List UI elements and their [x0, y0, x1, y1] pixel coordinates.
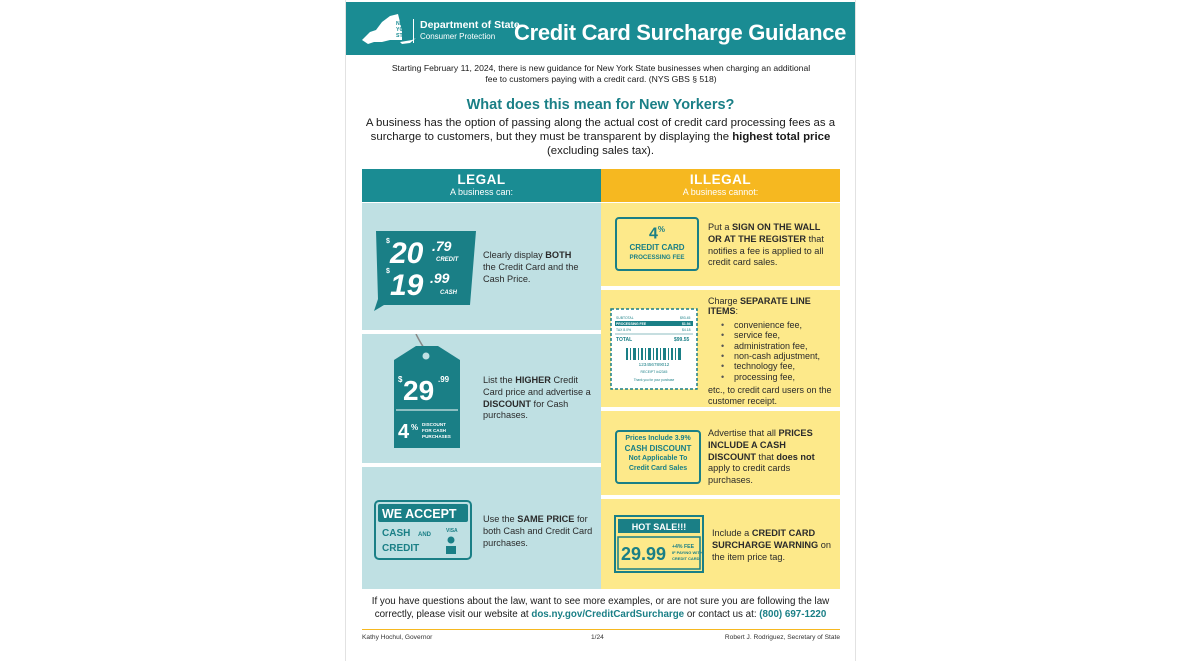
we-accept-text: WE ACCEPT	[382, 507, 457, 521]
hot-sale-fee3: CREDIT CARD	[672, 556, 700, 561]
tag-discount-1: DISCOUNT	[422, 422, 446, 427]
legal-item-same-price	[362, 467, 601, 589]
fee-item: • service fee,	[734, 330, 840, 340]
receipt-total-value: $99.55	[674, 337, 690, 343]
cash-cents: .99	[430, 270, 450, 286]
illegal-item-line-items	[601, 290, 840, 407]
t: that	[755, 451, 777, 462]
illegal-item-4-text	[712, 528, 832, 563]
intro-text: Starting February 11, 2024, there is new guidance for New York State businesses when charging an additional fee to customers paying with a credit card. (NYS GBS § 518)	[391, 63, 811, 84]
we-accept-sign-icon	[374, 500, 472, 560]
t: the Credit Card and the Cash Price.	[483, 261, 579, 284]
dual-price-sign-icon	[370, 229, 482, 313]
t: on the item price tag.	[712, 539, 831, 562]
sign-and: AND	[418, 532, 431, 538]
cd-line2: CASH DISCOUNT	[624, 444, 692, 453]
hot-sale-fee1: +4% FEE	[672, 544, 695, 550]
phone-link[interactable]: (800) 697-1220	[759, 609, 827, 620]
cash-dollar-sign: $	[386, 268, 390, 275]
receipt-total-label: TOTAL	[616, 337, 633, 343]
b: PRICES INCLUDE A CASH DISCOUNT	[708, 428, 813, 462]
legal-title: LEGAL	[457, 172, 506, 187]
dept-name: Department of State	[420, 19, 520, 31]
legal-item-2-text	[483, 375, 591, 422]
illegal-item-wall-sign	[601, 203, 840, 286]
fee-sign-pct-sign: %	[657, 225, 666, 234]
b: SAME PRICE	[517, 514, 575, 524]
t: that notifies a fee is applied to all credit card sales.	[708, 233, 824, 268]
desc-bold: highest total price	[732, 131, 831, 143]
tag-pct-sign: %	[411, 423, 419, 432]
fee-sign-line1: CREDIT CARD	[629, 243, 685, 253]
illegal-subtitle: A business cannot:	[682, 187, 759, 197]
legal-item-3-text	[483, 514, 595, 549]
cc-label: CREDIT	[436, 257, 459, 263]
illegal-item-1-text	[708, 222, 836, 269]
tag-pct: 4	[398, 421, 410, 443]
receipt-number: RECEIPT #42345	[640, 370, 668, 374]
illegal-item-2-text	[708, 296, 840, 406]
hot-sale-tag-icon	[614, 515, 704, 573]
cd-line3: Not Applicable To	[628, 455, 688, 462]
receipt-r1l: SUBTOTAL	[616, 316, 634, 320]
receipt-barcode-num: 123456789012	[638, 362, 670, 367]
t: for Cash purchases.	[483, 398, 569, 421]
b: CREDIT CARD SURCHARGE WARNING	[712, 528, 819, 550]
b: BOTH	[545, 250, 572, 260]
governor-name: Kathy Hochul, Governor	[362, 634, 433, 641]
fee-list	[708, 320, 840, 382]
tag-dollars: 29	[403, 375, 435, 406]
fee-item: • technology fee,	[734, 361, 840, 371]
footer-q2: or contact us at:	[684, 609, 760, 620]
tag-dollar-sign: $	[398, 375, 403, 384]
page-title: Credit Card Surcharge Guidance	[514, 20, 847, 45]
receipt-r2l: PROCESSING FEE	[616, 322, 647, 326]
t: Charge	[708, 296, 741, 306]
dept-block	[413, 19, 530, 43]
fee-item: • processing fee,	[734, 372, 840, 382]
tag-discount-2: FOR CASH	[422, 428, 446, 433]
price-tag-icon	[386, 334, 464, 454]
desc-part1: A business has the option of passing along the actual cost of credit card processing fees as a surcharge to customers, but they must be transparent by displaying the	[365, 117, 836, 143]
description	[360, 116, 841, 158]
receipt-r3r: $4.18	[682, 328, 691, 332]
flyer-page	[345, 0, 856, 661]
cd-line4: Credit Card Sales	[628, 465, 688, 472]
dept-sub: Consumer Protection	[420, 32, 496, 41]
cash-label: CASH	[440, 290, 458, 296]
receipt-r3l: TAX 8.0%	[616, 328, 632, 332]
secretary-name: Robert J. Rodriguez, Secretary of State	[724, 634, 840, 641]
header-banner	[346, 2, 855, 55]
fee-item: • convenience fee,	[734, 320, 840, 330]
legal-item-1-text	[483, 250, 583, 285]
t: Put a	[708, 222, 733, 232]
legal-subtitle: A business can:	[449, 187, 514, 197]
cash-dollars: 19	[390, 269, 424, 302]
b: SIGN ON THE WALL OR AT THE REGISTER	[708, 222, 821, 244]
illegal-item-surcharge-warning	[601, 499, 840, 589]
t: Advertise that all	[708, 428, 779, 438]
cash-discount-sign-icon	[615, 430, 701, 484]
desc-part2: (excluding sales tax).	[547, 145, 654, 157]
fee-sign-icon	[615, 217, 699, 271]
page-number: 1/24	[591, 634, 604, 641]
t: Include a	[712, 528, 752, 538]
footer-divider	[362, 629, 840, 630]
fee-sign-line2: PROCESSING FEE	[629, 254, 685, 262]
footer-contact	[360, 595, 841, 621]
illegal-item-cash-discount	[601, 411, 840, 495]
legal-item-discount	[362, 334, 601, 463]
footer-q1: If you have questions about the law, want to see more examples, or are not sure you are following the law correctly, please visit our website at	[371, 596, 830, 620]
cd-line1: Prices Include 3.9%	[625, 435, 691, 442]
cc-dollars: 20	[390, 237, 424, 270]
legal-header	[362, 169, 601, 202]
sign-cash: CASH	[382, 528, 411, 539]
fee-item: • administration fee,	[734, 341, 840, 351]
receipt-icon	[610, 308, 698, 390]
receipt-thanks: Thank you for your purchase	[633, 378, 675, 382]
t: for both Cash and Credit Card purchases.	[483, 514, 593, 548]
logo-text-new: NEW	[396, 21, 409, 27]
t: etc., to credit card users on the customer receipt.	[708, 385, 832, 406]
cc-dollar-sign: $	[386, 238, 390, 245]
t: Clearly display	[483, 250, 546, 260]
b: does not	[776, 451, 815, 462]
ny-state-logo-icon	[360, 10, 420, 48]
illegal-header	[601, 169, 840, 202]
b: DISCOUNT	[483, 398, 531, 409]
receipt-r2r: $1.94	[682, 322, 691, 326]
hot-sale-fee2: IF PAYING WITH	[672, 550, 703, 555]
visa-text: VISA	[446, 528, 458, 534]
fee-item: • non-cash adjustment,	[734, 351, 840, 361]
b: SEPARATE LINE ITEMS	[708, 296, 811, 317]
t: Use the	[483, 514, 518, 524]
illegal-item-3-text	[708, 428, 828, 487]
cc-cents: .79	[432, 238, 452, 254]
b: HIGHER	[515, 375, 551, 385]
illegal-title: ILLEGAL	[689, 172, 752, 187]
t: List the	[483, 375, 516, 385]
hot-sale-price: 29.99	[621, 544, 667, 564]
question-heading: What does this mean for New Yorkers?	[466, 97, 735, 113]
logo-text-state: STATE	[396, 33, 413, 39]
website-link[interactable]: dos.ny.gov/CreditCardSurcharge	[531, 609, 685, 620]
hot-sale-text: HOT SALE!!!	[631, 522, 687, 532]
t: :	[735, 306, 739, 317]
tag-cents: .99	[438, 375, 450, 384]
t: apply to credit cards purchases.	[708, 463, 791, 486]
sign-credit: CREDIT	[382, 543, 420, 554]
fee-sign-pct: 4	[648, 225, 658, 243]
t: Credit Card price and advertise a	[483, 375, 591, 397]
tag-discount-3: PURCHASES	[422, 434, 451, 439]
legal-item-dual-price	[362, 203, 601, 330]
receipt-r1r: $93.45	[680, 316, 691, 320]
logo-text-york: YORK	[396, 27, 411, 33]
